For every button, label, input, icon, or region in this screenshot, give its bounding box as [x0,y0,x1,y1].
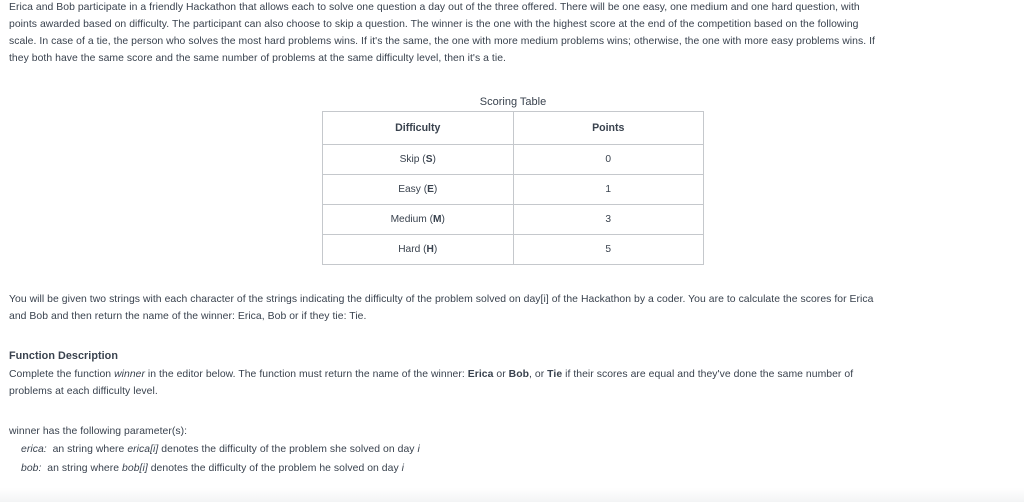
function-description-line: Complete the function winner in the editor below. The function must return the name of the winner: Erica or Bob, or Tie if their scores are equal and they've done the same number of [9,369,854,380]
parameter-erica: erica: an string where erica[i] denotes the difficulty of the problem she solved on day i [21,444,420,455]
input-description [9,291,1009,325]
input-description-line: You will be given two strings with each character of the strings indicating the difficulty of the problem solved on day[i] of the Hackathon by a coder. You are to calculate the scores for Erica [9,294,874,305]
winner-erica: Erica [467,369,494,380]
difficulty-cell: Skip (S) [323,145,514,175]
difficulty-code: H [426,244,434,255]
difficulty-code: S [425,154,433,165]
winner-tie: Tie [547,369,563,380]
intro-line: points awarded based on difficulty. The participant can also choose to skip a question. The winner is the one with the highest score at the end of the competition based on the following [9,19,859,30]
function-name: winner [114,369,145,380]
parameter-bob: bob: an string where bob[i] denotes the difficulty of the problem he solved on day i [21,463,404,474]
intro-line: scale. In case of a tie, the person who solves the most hard problems wins. If it's the same, the one with more medium problems wins; otherwise, the one with more easy problems wins. If [9,36,875,47]
function-description-line: problems at each difficulty level. [9,386,158,397]
table-row [323,175,704,205]
bottom-fade [0,488,1024,502]
intro-line: Erica and Bob participate in a friendly Hackathon that allows each to solve one question a day out of the three offered. There will be one easy, one medium and one hard question, with [9,2,860,13]
function-description-body [9,366,1009,400]
header-difficulty: Difficulty [323,112,514,145]
difficulty-code: E [427,184,434,195]
input-description-line: and Bob and then return the name of the winner: Erica, Bob or if they tie: Tie. [9,311,367,322]
scoring-table [322,111,704,265]
table-header-row [323,112,704,145]
header-points: Points [513,112,703,145]
winner-bob: Bob [508,369,530,380]
points-cell: 0 [513,145,703,175]
intro-line: they both have the same score and the same number of problems at the same difficulty level, then it's a tie. [9,53,506,64]
param-name: erica: [21,444,47,455]
function-description-heading: Function Description [9,350,118,362]
difficulty-cell: Easy (E) [323,175,514,205]
difficulty-code: M [433,214,442,225]
intro-paragraph [9,0,1009,67]
table-row [323,145,704,175]
points-cell: 1 [513,175,703,205]
points-cell: 5 [513,235,703,265]
param-name: bob: [21,463,42,474]
points-cell: 3 [513,205,703,235]
parameters-heading: winner has the following parameter(s): [9,426,188,437]
difficulty-cell: Medium (M) [323,205,514,235]
difficulty-cell: Hard (H) [323,235,514,265]
scoring-table-title: Scoring Table [479,96,547,108]
table-row [323,235,704,265]
scoring-table-section [322,95,704,265]
table-row [323,205,704,235]
